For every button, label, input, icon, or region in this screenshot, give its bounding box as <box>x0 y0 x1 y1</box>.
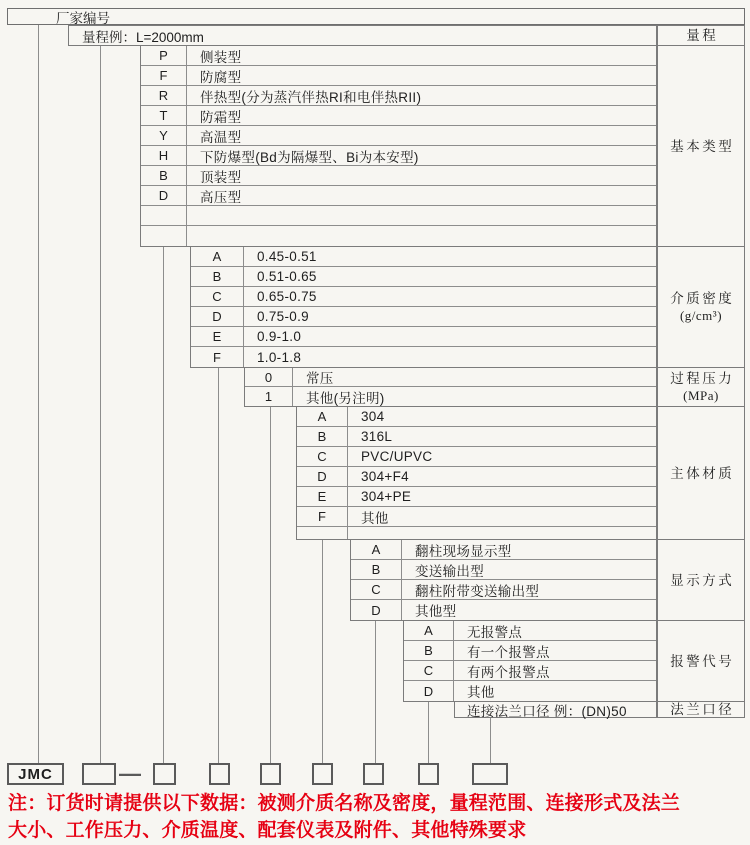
desc-cell: 翻柱附带变送输出型 <box>415 583 540 599</box>
code-cell: H <box>141 146 187 165</box>
code-cell: 0 <box>245 368 293 386</box>
table-row <box>245 387 656 406</box>
code-box-density <box>209 763 230 785</box>
connector-line <box>322 540 323 763</box>
code-cell: Y <box>141 126 187 145</box>
order-note <box>8 790 750 844</box>
connector-line <box>490 718 491 763</box>
desc-cell: 翻柱现场显示型 <box>415 543 512 559</box>
pressure-label: 过程压力 (MPa) <box>657 367 745 407</box>
code-cell <box>297 527 348 539</box>
table-row <box>191 267 656 287</box>
code-cell: C <box>297 447 348 466</box>
table-row <box>141 126 656 146</box>
connector-line <box>428 702 429 763</box>
code-cell: A <box>297 407 348 426</box>
table-row <box>141 46 656 66</box>
density-label: 介质密度 (g/cm³) <box>657 246 745 368</box>
code-cell: A <box>191 247 244 266</box>
display-label: 显示方式 <box>657 539 745 621</box>
table-row <box>141 66 656 86</box>
desc-cell: 变送输出型 <box>415 563 484 579</box>
connector-line <box>218 368 219 763</box>
table-row <box>351 580 656 600</box>
material-table <box>296 406 657 540</box>
code-cell: F <box>141 66 187 85</box>
code-cell: D <box>191 307 244 326</box>
code-cell: D <box>351 600 402 620</box>
code-box-display <box>363 763 384 785</box>
code-cell: 1 <box>245 387 293 406</box>
alarm-label: 报警代号 <box>657 620 745 702</box>
desc-cell: 顶装型 <box>200 169 242 185</box>
desc-cell: 其他 <box>361 510 389 526</box>
code-cell: R <box>141 86 187 105</box>
table-row <box>297 447 656 467</box>
table-row <box>297 427 656 447</box>
code-cell: C <box>351 580 402 599</box>
display-table <box>350 539 657 621</box>
desc-cell <box>187 206 656 225</box>
table-row <box>141 166 656 186</box>
desc-cell: 304+F4 <box>361 469 409 484</box>
table-row <box>404 621 656 641</box>
code-cell <box>141 206 187 225</box>
table-row <box>297 507 656 527</box>
table-row <box>141 106 656 126</box>
code-cell: A <box>351 540 402 559</box>
code-cell: E <box>191 327 244 346</box>
desc-cell: 防霜型 <box>200 109 242 125</box>
density-table <box>190 246 657 368</box>
code-cell <box>141 226 187 246</box>
code-box-basic <box>153 763 176 785</box>
pressure-table <box>244 367 657 407</box>
desc-cell: 高压型 <box>200 189 242 205</box>
desc-cell: 高温型 <box>200 129 242 145</box>
desc-cell: 无报警点 <box>467 624 523 640</box>
factory-number-label: 厂家编号 <box>56 10 110 26</box>
code-cell: C <box>191 287 244 306</box>
desc-cell: 304 <box>361 409 385 424</box>
code-cell: F <box>191 347 244 367</box>
material-label: 主体材质 <box>657 406 745 540</box>
connector-line <box>100 46 101 763</box>
model-dash: — <box>119 761 141 786</box>
code-cell: E <box>297 487 348 506</box>
order-note-line2: 大小、工作压力、介质温度、配套仪表及附件、其他特殊要求 <box>8 820 527 841</box>
table-row <box>297 407 656 427</box>
desc-cell: 1.0-1.8 <box>257 349 302 365</box>
table-row <box>455 702 656 717</box>
model-prefix-box: JMC <box>7 763 64 785</box>
code-cell: B <box>351 560 402 579</box>
table-row-empty <box>297 527 656 539</box>
alarm-table <box>403 620 657 702</box>
table-row <box>245 368 656 387</box>
table-row <box>297 467 656 487</box>
table-row <box>351 560 656 580</box>
desc-cell: 常压 <box>306 371 334 386</box>
desc-cell: 有一个报警点 <box>467 644 550 660</box>
table-row <box>351 600 656 620</box>
table-row <box>141 186 656 206</box>
desc-cell: 0.65-0.75 <box>257 289 317 304</box>
table-row <box>141 86 656 106</box>
code-box-material <box>312 763 333 785</box>
desc-cell: PVC/UPVC <box>361 449 433 464</box>
desc-cell: 其他 <box>467 685 495 700</box>
table-row <box>191 287 656 307</box>
connector-line <box>375 621 376 763</box>
flange-row <box>454 701 657 718</box>
desc-cell: 0.75-0.9 <box>257 309 309 324</box>
code-cell: D <box>141 186 187 205</box>
connector-line <box>270 407 271 763</box>
table-row-empty <box>141 226 656 246</box>
table-row <box>404 681 656 701</box>
desc-cell: 有两个报警点 <box>467 664 550 680</box>
code-box-range <box>82 763 116 785</box>
connector-line <box>163 247 164 763</box>
code-cell: A <box>404 621 454 640</box>
table-row <box>191 307 656 327</box>
connector-line <box>38 25 39 763</box>
range-label: 量程 <box>657 25 745 46</box>
table-row <box>191 327 656 347</box>
desc-cell: 防腐型 <box>200 69 242 85</box>
code-cell: B <box>191 267 244 286</box>
code-cell: B <box>297 427 348 446</box>
order-note-line1: 注：订货时请提供以下数据：被测介质名称及密度，量程范围、连接形式及法兰 <box>8 793 681 814</box>
range-example-text: 量程例：L=2000mm <box>82 29 204 45</box>
code-cell: C <box>404 661 454 680</box>
basic-type-table <box>140 45 657 247</box>
desc-cell: 侧装型 <box>200 49 242 65</box>
range-row <box>68 25 657 46</box>
desc-cell: 0.51-0.65 <box>257 269 317 284</box>
basic-type-label: 基本类型 <box>657 45 745 247</box>
desc-cell: 其他型 <box>415 604 457 619</box>
code-cell: F <box>297 507 348 526</box>
factory-number-box <box>7 8 745 25</box>
code-box-flange <box>472 763 508 785</box>
table-row <box>141 146 656 166</box>
desc-cell: 伴热型(分为蒸汽伴热RI和电伴热RII) <box>200 89 422 105</box>
table-row <box>191 247 656 267</box>
desc-cell: 连接法兰口径 例：(DN)50 <box>467 703 627 719</box>
table-row-empty <box>141 206 656 226</box>
desc-cell: 下防爆型(Bd为隔爆型、Bi为本安型) <box>200 149 419 165</box>
code-cell: P <box>141 46 187 65</box>
code-box-alarm <box>418 763 439 785</box>
desc-cell: 0.9-1.0 <box>257 329 302 344</box>
code-cell: T <box>141 106 187 125</box>
desc-cell: 304+PE <box>361 489 412 504</box>
desc-cell: 其他(另注明) <box>306 390 385 406</box>
code-box-pressure <box>260 763 281 785</box>
code-cell: B <box>141 166 187 185</box>
flange-label: 法兰口径 <box>657 701 745 718</box>
desc-cell <box>348 527 656 539</box>
desc-cell <box>187 226 656 246</box>
code-cell: D <box>404 681 454 701</box>
code-cell: D <box>297 467 348 486</box>
table-row <box>351 540 656 560</box>
table-row <box>404 641 656 661</box>
desc-cell: 0.45-0.51 <box>257 249 317 264</box>
table-row <box>297 487 656 507</box>
table-row <box>404 661 656 681</box>
table-row <box>191 347 656 367</box>
code-cell: B <box>404 641 454 660</box>
desc-cell: 316L <box>361 429 393 444</box>
